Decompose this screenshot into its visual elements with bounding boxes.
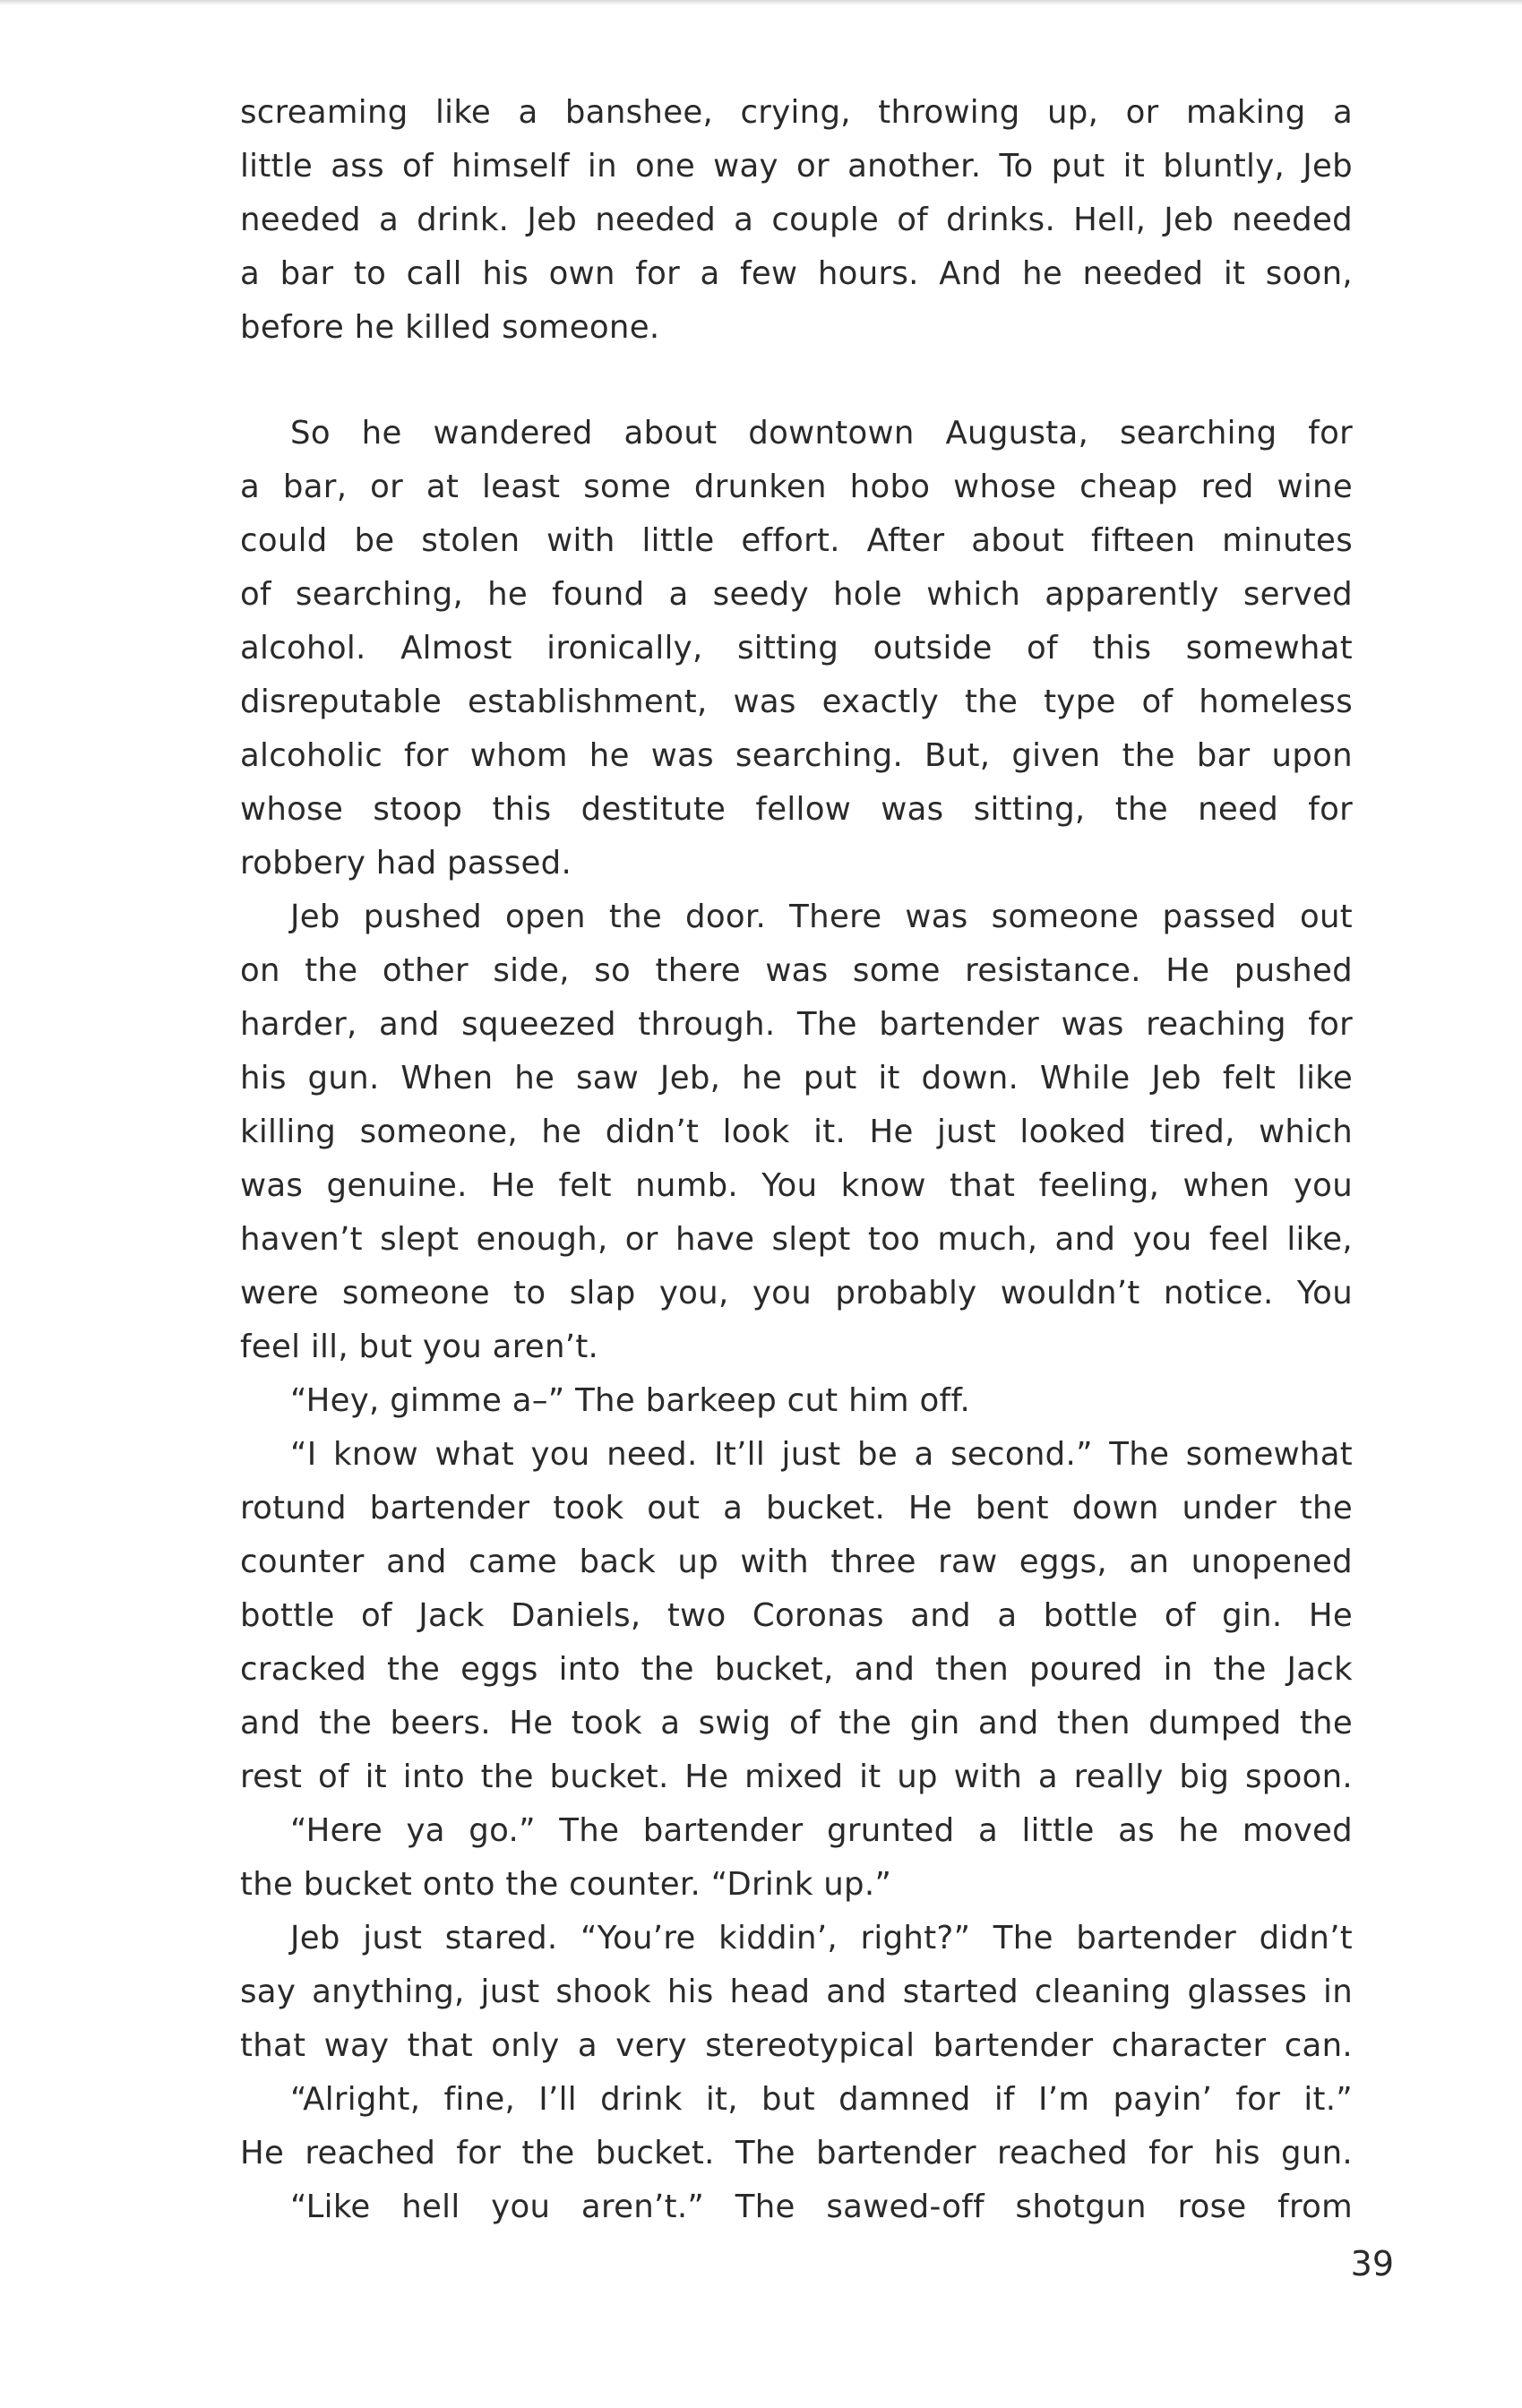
- text-line: He reached for the bucket. The bartender reached for his gun.: [240, 2135, 1353, 2172]
- text-line: Jeb just stared. “You’re kiddin’, right?” The bartender didn’t: [290, 1920, 1353, 1956]
- text-line: a bar, or at least some drunken hobo whose cheap red wine: [240, 469, 1353, 505]
- text-line: could be stolen with little effort. After about fifteen minutes: [240, 522, 1353, 559]
- text-line: screaming like a banshee, crying, throwing up, or making a: [240, 94, 1353, 131]
- text-line: the bucket onto the counter. “Drink up.”: [240, 1866, 892, 1903]
- text-line: rotund bartender took out a bucket. He bent down under the: [240, 1490, 1353, 1526]
- text-line: “I know what you need. It’ll just be a second.” The somewhat: [290, 1436, 1353, 1473]
- text-line: disreputable establishment, was exactly the type of homeless: [240, 684, 1353, 720]
- section-break: [240, 355, 1353, 407]
- text-line: was genuine. He felt numb. You know that feeling, when you: [240, 1167, 1353, 1204]
- text-line: “Like hell you aren’t.” The sawed-off shotgun rose from: [290, 2189, 1353, 2225]
- scan-edge: [0, 0, 1522, 5]
- text-line: alcoholic for whom he was searching. But, given the bar upon: [240, 737, 1353, 774]
- body-text: [240, 86, 1353, 2234]
- text-line: “Hey, gimme a–” The barkeep cut him off.: [290, 1382, 971, 1419]
- text-line: whose stoop this destitute fellow was sitting, the need for: [240, 791, 1353, 828]
- text-line: say anything, just shook his head and started cleaning glasses in: [240, 1974, 1353, 2010]
- text-line: Jeb pushed open the door. There was someone passed out: [290, 899, 1353, 935]
- text-line: robbery had passed.: [240, 845, 572, 882]
- text-line: alcohol. Almost ironically, sitting outside of this somewhat: [240, 630, 1353, 666]
- text-line: were someone to slap you, you probably wouldn’t notice. You: [240, 1275, 1353, 1312]
- text-line: before he killed someone.: [240, 309, 660, 346]
- text-line: harder, and squeezed through. The bartender was reaching for: [240, 1006, 1353, 1043]
- text-line: killing someone, he didn’t look it. He just looked tired, which: [240, 1114, 1353, 1150]
- text-line: “Here ya go.” The bartender grunted a little as he moved: [290, 1812, 1353, 1849]
- page-number: 39: [1350, 2244, 1394, 2283]
- text-line: rest of it into the bucket. He mixed it up with a really big spoon.: [240, 1759, 1353, 1795]
- text-line: haven’t slept enough, or have slept too much, and you feel like,: [240, 1221, 1353, 1258]
- text-line: counter and came back up with three raw eggs, an unopened: [240, 1544, 1353, 1580]
- text-line: needed a drink. Jeb needed a couple of drinks. Hell, Jeb needed: [240, 202, 1353, 238]
- text-line: feel ill, but you aren’t.: [240, 1329, 599, 1365]
- text-line: a bar to call his own for a few hours. And he needed it soon,: [240, 255, 1353, 292]
- text-line: that way that only a very stereotypical bartender character can.: [240, 2027, 1353, 2064]
- text-line: little ass of himself in one way or another. To put it bluntly, Jeb: [240, 148, 1353, 185]
- text-line: So he wandered about downtown Augusta, searching for: [290, 415, 1353, 452]
- text-line: on the other side, so there was some resistance. He pushed: [240, 952, 1353, 989]
- text-line: cracked the eggs into the bucket, and then poured in the Jack: [240, 1651, 1353, 1688]
- text-line: and the beers. He took a swig of the gin and then dumped the: [240, 1705, 1353, 1742]
- text-line: bottle of Jack Daniels, two Coronas and a bottle of gin. He: [240, 1597, 1353, 1634]
- text-line: “Alright, fine, I’ll drink it, but damned if I’m payin’ for it.”: [290, 2081, 1353, 2118]
- text-line: of searching, he found a seedy hole which apparently served: [240, 576, 1353, 613]
- text-line: his gun. When he saw Jeb, he put it down. While Jeb felt like: [240, 1060, 1353, 1096]
